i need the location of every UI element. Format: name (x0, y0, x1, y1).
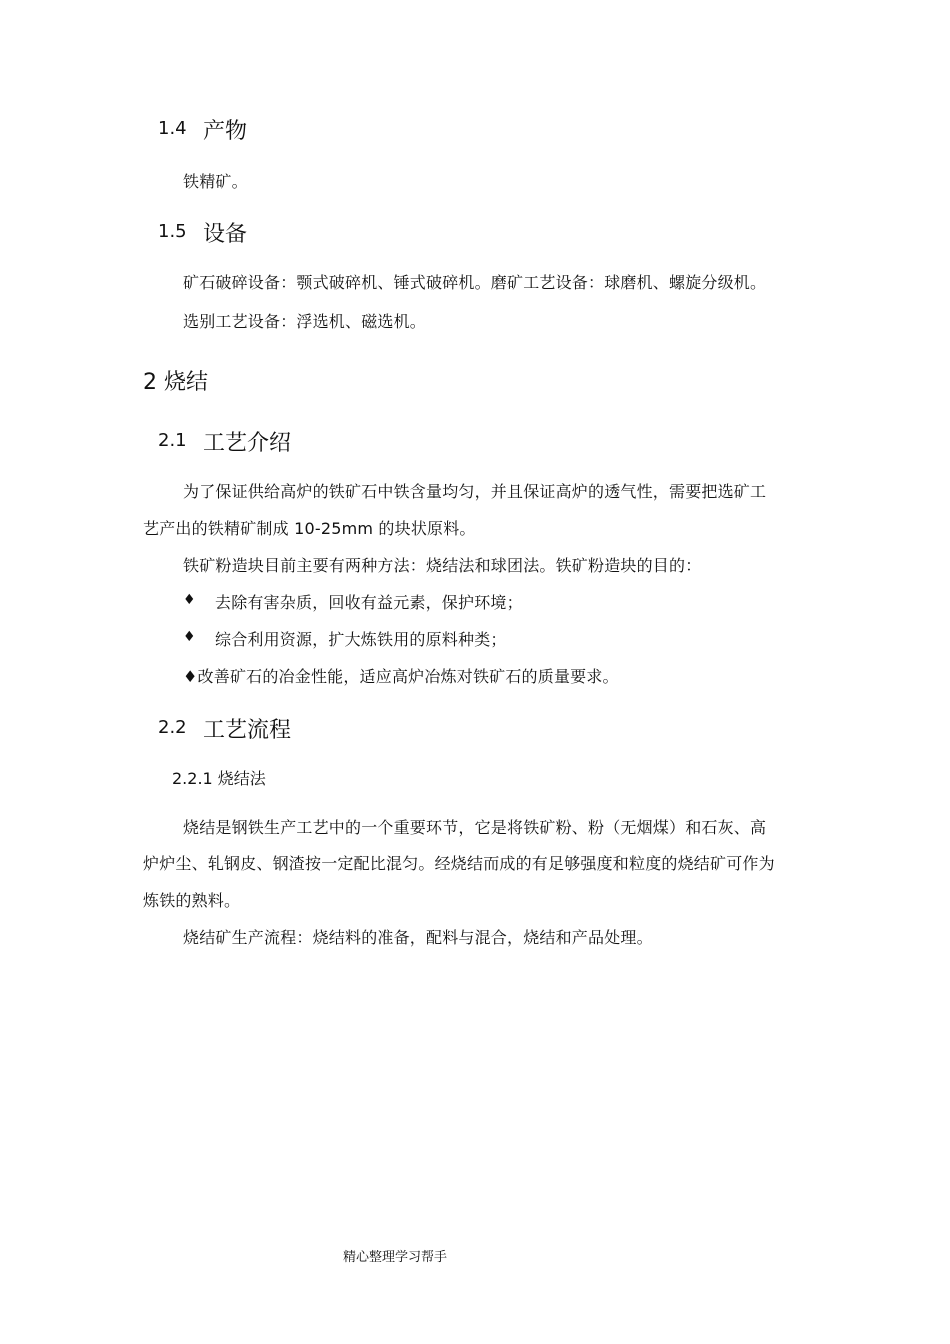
section-number: 2.2 (158, 717, 187, 738)
diamond-bullet-icon: ♦ (183, 592, 196, 608)
section-heading: 产物 (203, 119, 248, 144)
paragraph: 为了保证供给高炉的铁矿石中铁含量均匀，并且保证高炉的透气性，需要把选矿工 (183, 482, 767, 501)
subsection-heading: 2.2.1 烧结法 (172, 769, 266, 788)
paragraph: 烧结是钢铁生产工艺中的一个重要环节，它是将铁矿粉、粉（无烟煤）和石灰、高 (183, 818, 767, 837)
chapter-number: 2 (143, 370, 157, 395)
chapter-title: 烧结 (164, 370, 209, 395)
diamond-bullet-icon: ♦ (183, 629, 196, 645)
list-item: ♦改善矿石的冶金性能，适应高炉冶炼对铁矿石的质量要求。 (183, 667, 619, 686)
list-item-text: 去除有害杂质，回收有益元素，保护环境； (215, 593, 523, 612)
chapter-heading (143, 365, 208, 396)
page-footer: 精心整理学习帮手 (343, 1250, 448, 1265)
paragraph: 艺产出的铁精矿制成 10-25mm 的块状原料。 (143, 519, 476, 538)
section-heading: 工艺流程 (203, 718, 292, 743)
list-item-text: 综合利用资源，扩大炼铁用的原料种类； (215, 630, 507, 649)
paragraph: 铁矿粉造块目前主要有两种方法：烧结法和球团法。铁矿粉造块的目的： (183, 556, 702, 575)
section-number: 2.1 (158, 430, 187, 451)
section-heading: 设备 (203, 222, 248, 247)
section-heading: 工艺介绍 (203, 431, 292, 456)
section-number: 1.5 (158, 221, 187, 242)
paragraph: 铁精矿。 (183, 172, 248, 191)
paragraph: 选别工艺设备：浮选机、磁选机。 (183, 312, 427, 331)
section-number: 1.4 (158, 118, 187, 139)
paragraph: 炉炉尘、轧钢皮、钢渣按一定配比混匀。经烧结而成的有足够强度和粒度的烧结矿可作为 (143, 854, 775, 873)
paragraph: 炼铁的熟料。 (143, 891, 241, 910)
paragraph: 烧结矿生产流程：烧结料的准备，配料与混合，烧结和产品处理。 (183, 928, 653, 947)
paragraph: 矿石破碎设备：颚式破碎机、锤式破碎机。磨矿工艺设备：球磨机、螺旋分级机。 (183, 273, 767, 292)
